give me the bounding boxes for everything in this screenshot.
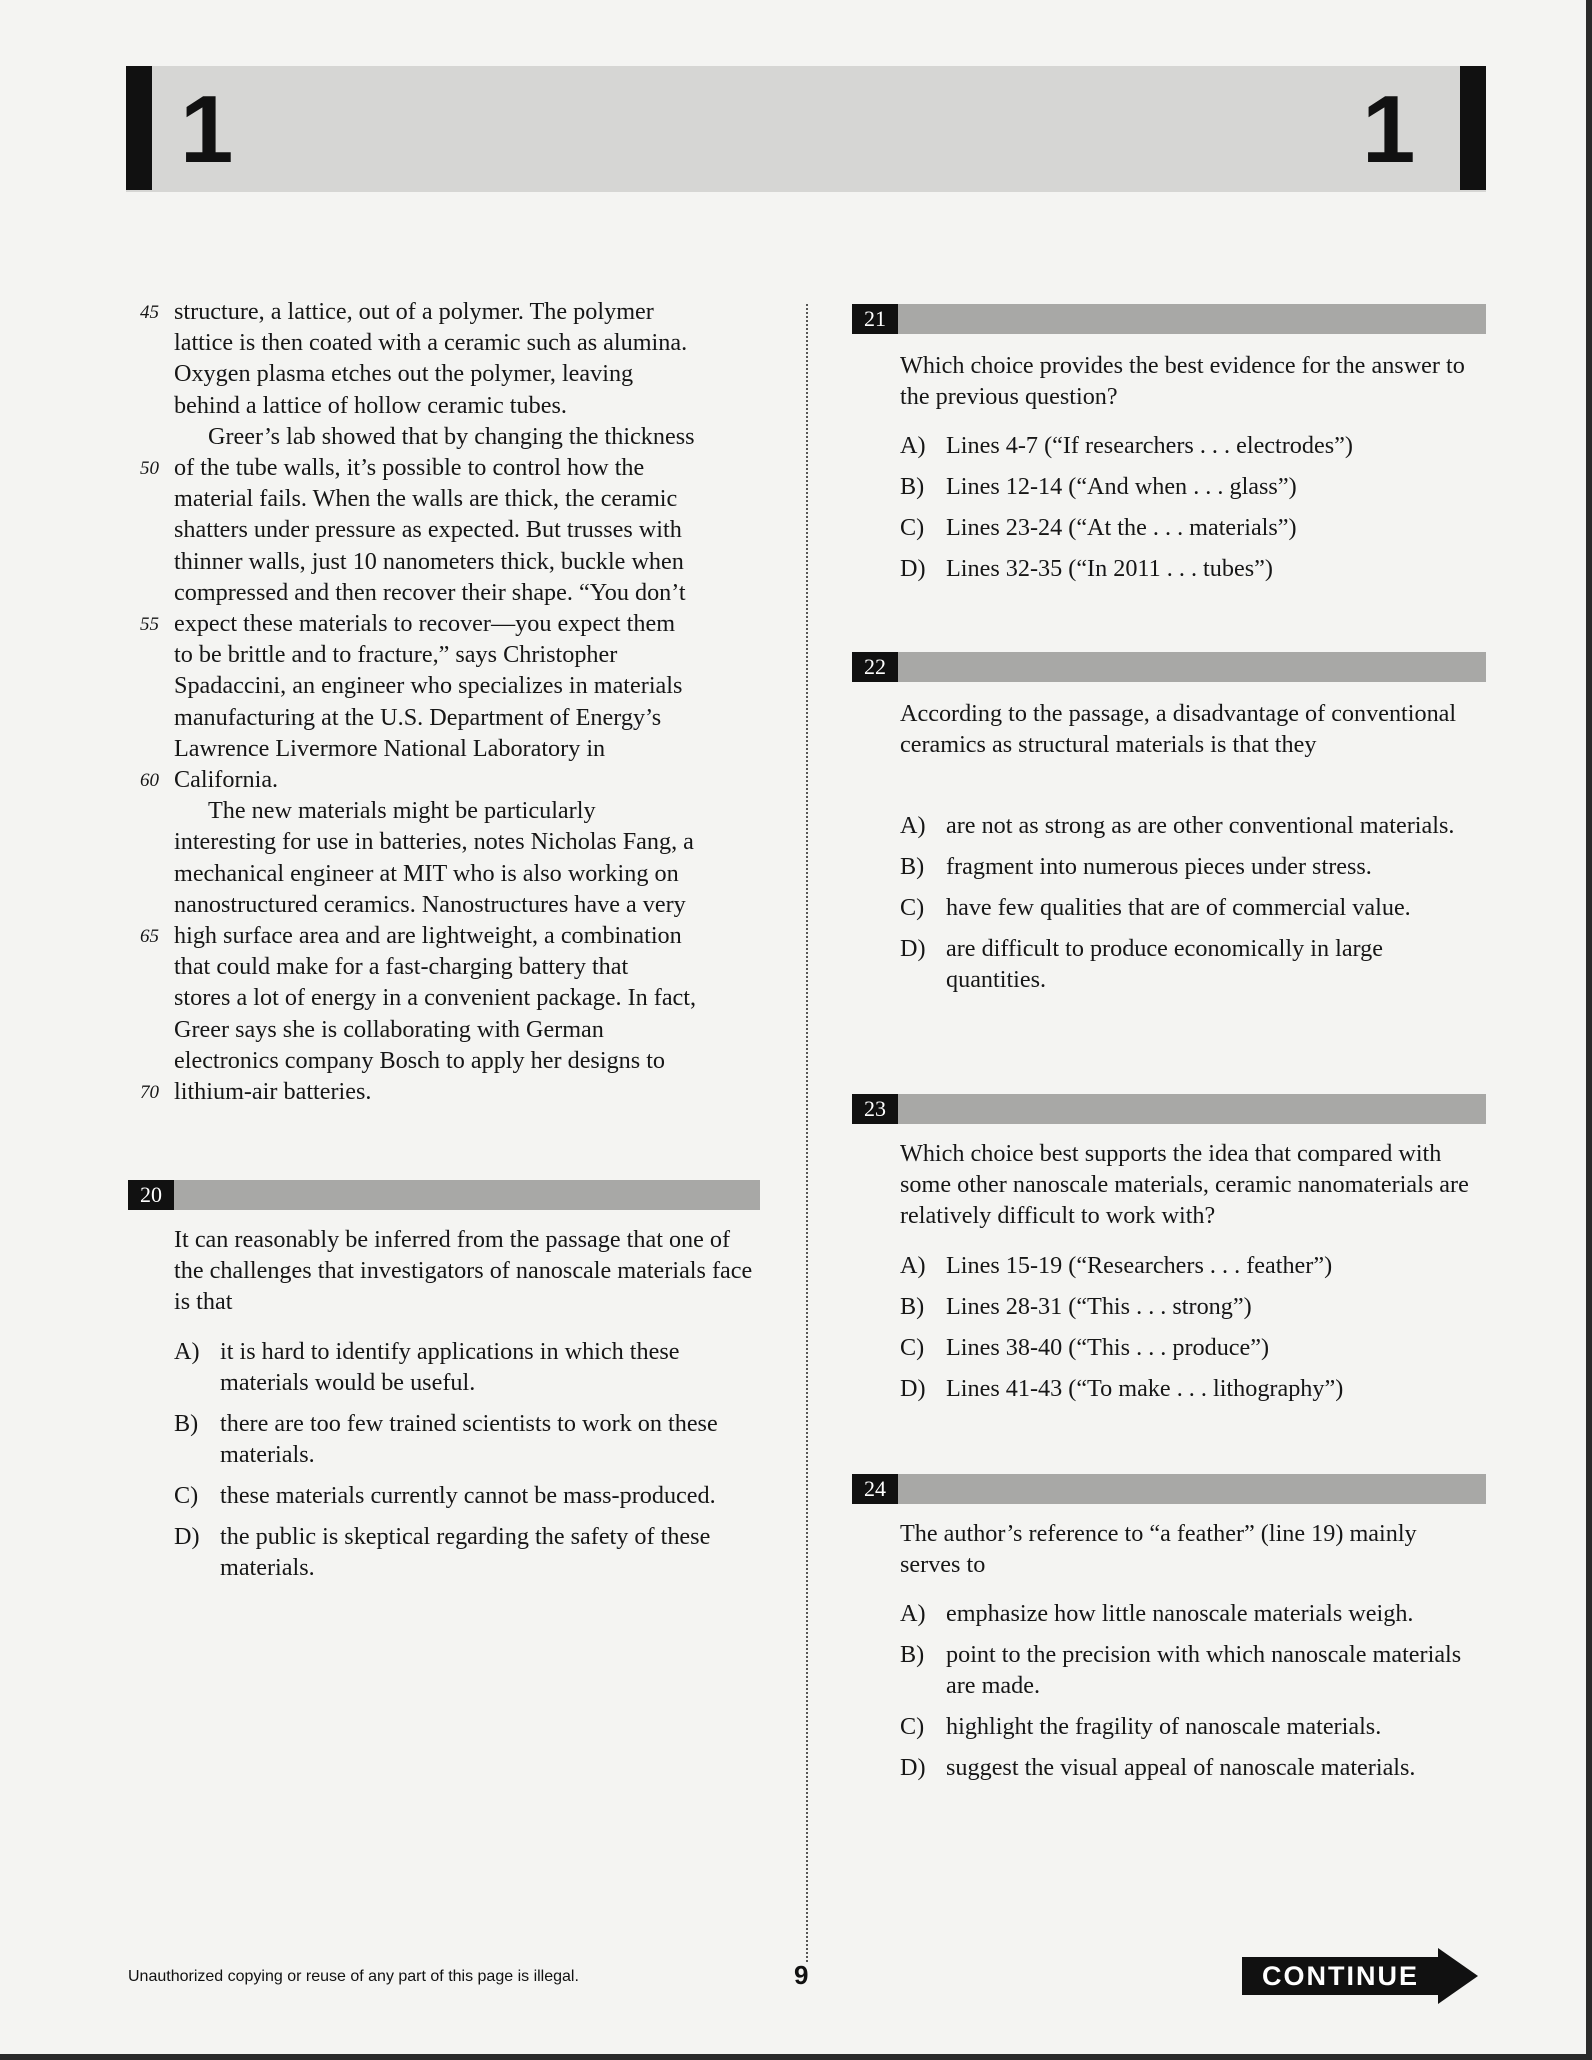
line-number: 45 [140,302,159,323]
section-number-left: 1 [180,76,234,183]
option-text: Lines 15-19 (“Researchers . . . feather”) [946,1252,1333,1279]
line-number: 60 [140,770,159,792]
option-letter: D) [900,1754,926,1781]
passage-line [174,577,760,608]
passage-line [174,390,760,421]
option-letter: D) [900,1375,926,1402]
option-letter: C) [174,1482,199,1509]
question-number: 22 [852,652,898,682]
answer-option[interactable] [174,1521,760,1583]
passage-line-text: shatters under pressure as expected. But trusses with [174,516,682,544]
question-24-options [900,1598,1486,1793]
passage-line-text: structure, a lattice, out of a polymer. The polymer [174,298,654,325]
line-number: 55 [140,614,159,636]
line-number: 50 [140,458,159,480]
section-header-left-bar [126,66,152,190]
section-header-band [126,66,1486,192]
question-number: 20 [128,1180,174,1210]
answer-option[interactable] [900,1332,1486,1363]
passage-line-text: of the tube walls, it’s possible to control how the [174,454,645,482]
option-letter: B) [900,1641,925,1668]
passage-line-text: lattice is then coated with a ceramic such as alumina. [174,329,688,357]
column-divider [806,304,808,1962]
option-text: Lines 32-35 (“In 2011 . . . tubes”) [946,555,1273,582]
question-23-options [900,1250,1486,1414]
passage-line [174,826,760,857]
answer-option[interactable] [900,1639,1486,1701]
option-letter: A) [900,1600,926,1627]
passage-line [174,639,760,670]
passage-line [140,296,760,327]
passage-line-text: manufacturing at the U.S. Department of Energy’s [174,703,662,731]
question-number: 24 [852,1474,898,1504]
passage-line [174,889,760,920]
option-text: the public is skeptical regarding the safety of these materials. [220,1523,711,1581]
option-text: have few qualities that are of commercial value. [946,894,1411,921]
passage-line [174,733,760,764]
reading-passage [140,296,760,1107]
option-letter: A) [900,432,926,459]
passage-line-text: high surface area and are lightweight, a combination [174,922,682,950]
option-text: suggest the visual appeal of nanoscale materials. [946,1754,1416,1781]
passage-line-text: Spadaccini, an engineer who specializes in materials [174,672,683,700]
passage-line-text: mechanical engineer at MIT who is also working on [174,859,679,887]
answer-option[interactable] [900,810,1486,841]
answer-option[interactable] [900,1598,1486,1629]
passage-line-text: stores a lot of energy in a convenient package. In fact, [174,984,697,1012]
section-number-right: 1 [1362,76,1416,183]
option-text: highlight the fragility of nanoscale materials. [946,1713,1382,1740]
passage-line [140,764,760,795]
option-letter: C) [900,894,925,921]
option-text: Lines 23-24 (“At the . . . materials”) [946,514,1297,541]
passage-line-text: interesting for use in batteries, notes Nicholas Fang, a [174,828,694,856]
answer-option[interactable] [900,1711,1486,1742]
line-number: 65 [140,926,159,948]
passage-line-text: expect these materials to recover—you expect them [174,610,676,638]
option-letter: B) [900,1293,925,1320]
option-letter: C) [900,1334,925,1361]
passage-line [174,514,760,545]
passage-line-text: to be brittle and to fracture,” says Christopher [174,641,618,669]
question-21-header [852,304,1486,334]
question-number: 21 [852,304,898,334]
continue-label: CONTINUE [1262,1961,1419,1991]
passage-line [174,795,760,826]
option-letter: B) [900,853,925,880]
passage-line-text: thinner walls, just 10 nanometers thick, buckle when [174,547,684,575]
passage-line-text: electronics company Bosch to apply her designs to [174,1046,666,1074]
option-text: Lines 4-7 (“If researchers . . . electrodes”) [946,432,1353,459]
answer-option[interactable] [900,430,1486,461]
option-text: Lines 41-43 (“To make . . . lithography”) [946,1375,1344,1402]
option-letter: D) [174,1523,200,1550]
page-edge-bottom [0,2054,1592,2060]
passage-line-text: Lawrence Livermore National Laboratory in [174,734,606,762]
answer-option[interactable] [900,471,1486,502]
option-letter: D) [900,935,926,962]
question-20-options [174,1336,760,1593]
passage-line-text: nanostructured ceramics. Nanostructures have a very [174,890,686,918]
option-text: are difficult to produce economically in large quantities. [946,935,1384,993]
passage-line [174,327,760,358]
option-letter: A) [900,812,926,839]
option-text: fragment into numerous pieces under stress. [946,853,1372,880]
passage-line-text: California. [174,766,279,794]
passage-line-text: material fails. When the walls are thick, the ceramic [174,485,678,513]
option-letter: A) [174,1338,200,1365]
question-21-prompt: Which choice provides the best evidence for the answer to the previous question? [900,352,1465,410]
answer-option[interactable] [900,553,1486,584]
option-text: emphasize how little nanoscale materials weigh. [946,1600,1414,1627]
question-21-options [900,430,1486,594]
continue-button[interactable] [1242,1948,1478,2004]
passage-line [140,920,760,951]
arrow-right-icon [1438,1948,1478,2004]
answer-option[interactable] [900,933,1486,995]
passage-line-text: lithium-air batteries. [174,1078,372,1106]
answer-option[interactable] [900,851,1486,882]
answer-option[interactable] [900,892,1486,923]
option-text: Lines 38-40 (“This . . . produce”) [946,1334,1270,1361]
passage-line [174,358,760,389]
section-header-right-bar [1460,66,1486,190]
answer-option[interactable] [900,512,1486,543]
question-number: 23 [852,1094,898,1124]
question-22-header [852,652,1486,682]
question-24-prompt: The author’s reference to “a feather” (line 19) mainly serves to [900,1520,1417,1578]
passage-line [174,951,760,982]
option-letter: A) [900,1252,926,1279]
option-text: Lines 28-31 (“This . . . strong”) [946,1293,1252,1320]
answer-option[interactable] [900,1291,1486,1322]
passage-line [174,858,760,889]
option-letter: C) [900,1713,925,1740]
question-20-header [128,1180,760,1210]
answer-option[interactable] [174,1336,760,1398]
passage-line [174,702,760,733]
question-24-header [852,1474,1486,1504]
passage-line-text: Greer’s lab showed that by changing the thickness [208,422,695,450]
passage-line-text: behind a lattice of hollow ceramic tubes. [174,391,567,419]
option-letter: B) [900,473,925,500]
page-edge-right [1586,0,1592,2060]
page-number: 9 [794,1960,809,1990]
passage-line-text: Greer says she is collaborating with German [174,1015,604,1043]
option-text: it is hard to identify applications in which these materials would be useful. [220,1338,680,1396]
option-text: Lines 12-14 (“And when . . . glass”) [946,473,1297,500]
copyright-notice: Unauthorized copying or reuse of any part of this page is illegal. [128,1968,579,1985]
option-text: these materials currently cannot be mass-produced. [220,1482,716,1509]
answer-option[interactable] [900,1250,1486,1281]
line-number: 70 [140,1082,159,1104]
passage-line-text: that could make for a fast-charging battery that [174,953,629,981]
answer-option[interactable] [900,1752,1486,1783]
passage-line [140,452,760,483]
answer-option[interactable] [174,1480,760,1511]
passage-line-text: The new materials might be particularly [208,797,596,825]
answer-option[interactable] [174,1408,760,1470]
question-23-header [852,1094,1486,1124]
passage-line [174,421,760,452]
question-20-prompt: It can reasonably be inferred from the passage that one of the challenges that investigators of nanoscale materials face is that [174,1226,753,1315]
passage-line [174,670,760,701]
question-23-prompt: Which choice best supports the idea that compared with some other nanoscale materials, ceramic nanomaterials are relatively difficult to work with? [900,1140,1469,1229]
passage-line [140,608,760,639]
option-letter: C) [900,514,925,541]
option-letter: B) [174,1410,199,1437]
question-22-prompt: According to the passage, a disadvantage of conventional ceramics as structural materials is that they [900,700,1457,758]
passage-line [174,1045,760,1076]
answer-option[interactable] [900,1373,1486,1404]
passage-line-text: Oxygen plasma etches out the polymer, leaving [174,360,634,388]
passage-line [174,982,760,1013]
passage-line [174,483,760,514]
option-letter: D) [900,555,926,582]
question-22-options [900,810,1486,1005]
passage-line [174,1014,760,1045]
passage-line [174,546,760,577]
option-text: are not as strong as are other conventional materials. [946,812,1455,839]
passage-line-text: compressed and then recover their shape. “You don’t [174,578,686,606]
passage-line [140,1076,760,1107]
option-text: there are too few trained scientists to work on these materials. [220,1410,718,1468]
option-text: point to the precision with which nanoscale materials are made. [946,1641,1462,1699]
